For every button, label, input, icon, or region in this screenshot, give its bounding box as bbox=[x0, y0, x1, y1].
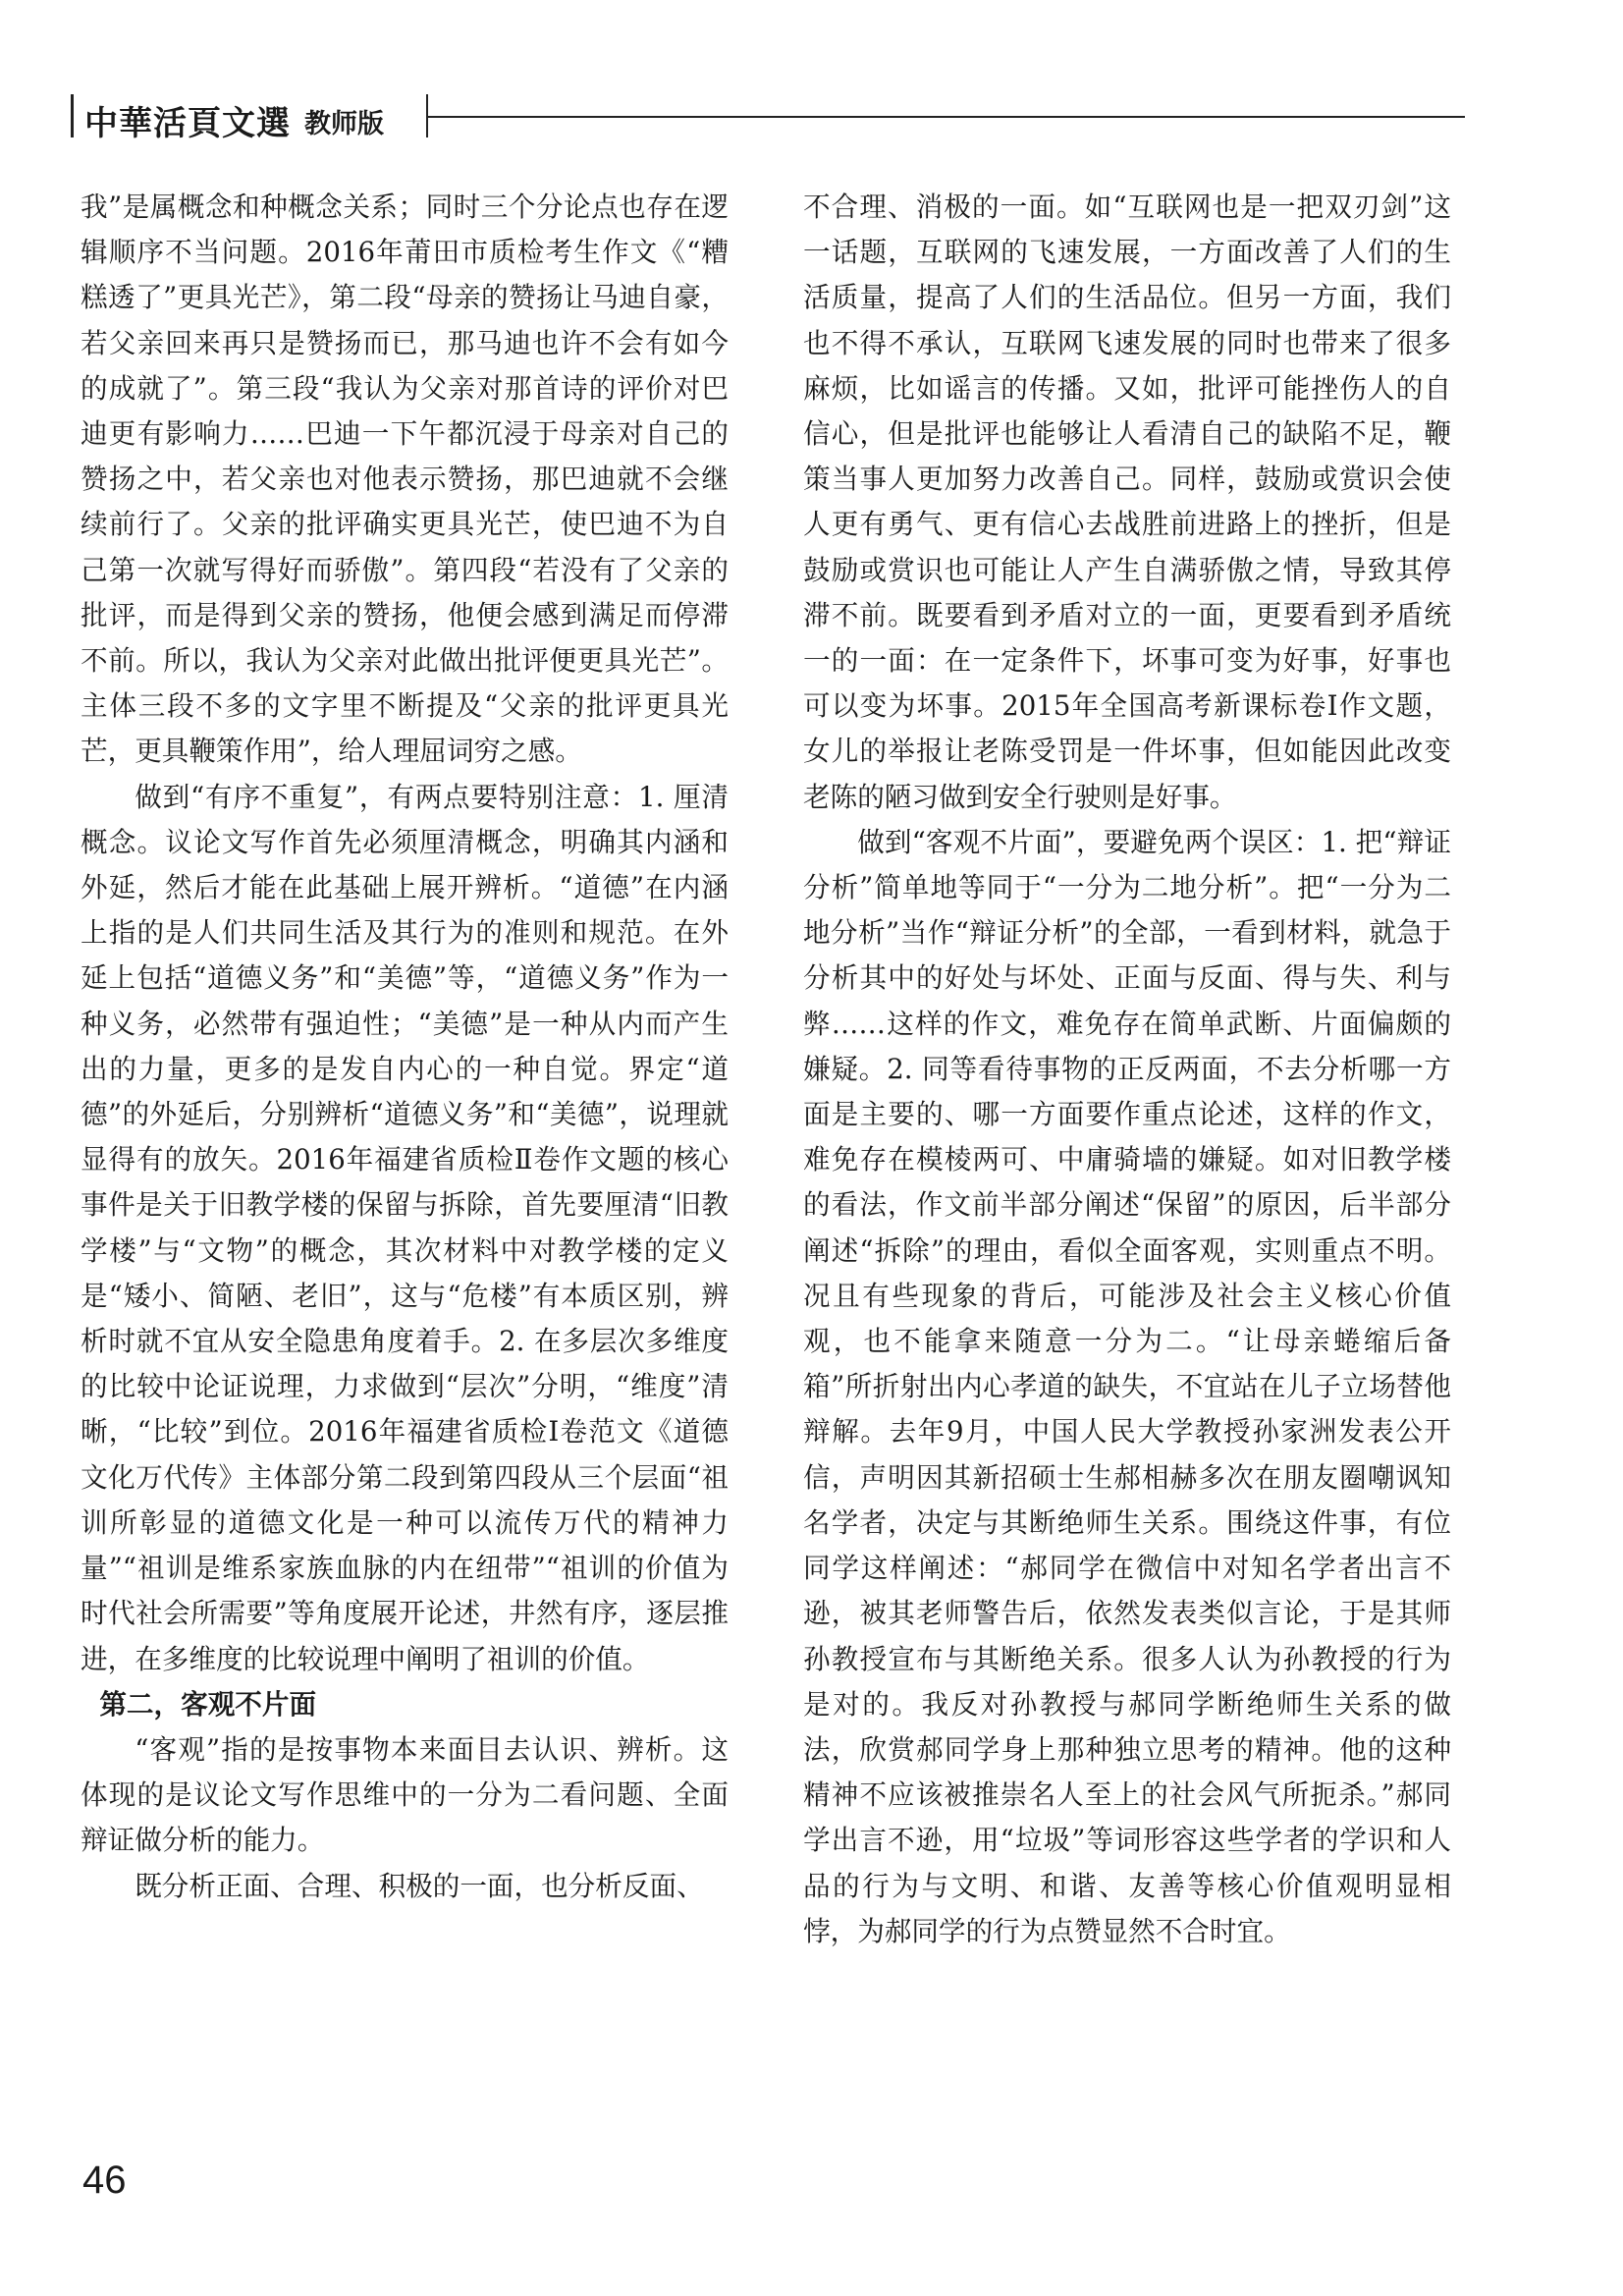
paragraph: 我”是属概念和种概念关系；同时三个分论点也存在逻辑顺序不当问题。2016年莆田市质检考生作文《“糟糕透了”更具光芒》，第二段“母亲的赞扬让马迪自豪，若父亲回来再只是赞扬而已，那马迪也许不会有如今的成就了”。第三段“我认为父亲对那首诗的评价对巴迪更有影响力……巴迪一下午都沉浸于母亲对自己的赞扬之中，若父亲也对他表示赞扬，那巴迪就不会继续前行了。父亲的批评确实更具光芒，使巴迪不为自己第一次就写得好而骄傲”。第四段“若没有了父亲的批评，而是得到父亲的赞扬，他便会感到满足而停滞不前。所以，我认为父亲对此做出批评便更具光芒”。主体三段不多的文字里不断提及“父亲的批评更具光芒，更具鞭策作用”，给人理屈词穷之感。 bbox=[81, 191, 729, 768]
header-rule bbox=[428, 116, 1465, 118]
paragraph: “客观”指的是按事物本来面目去认识、辨析。这体现的是议论文写作思维中的一分为二看问题、全面辩证做分析的能力。 bbox=[81, 1732, 729, 1857]
section-heading: 第二，客观不片面 bbox=[99, 1687, 317, 1721]
paragraph: 不合理、消极的一面。如“互联网也是一把双刃剑”这一话题，互联网的飞速发展，一方面改善了人们的生活质量，提高了人们的生活品位。但另一方面，我们也不得不承认，互联网飞速发展的同时也带来了很多麻烦，比如谣言的传播。又如，批评可能挫伤人的自信心，但是批评也能够让人看清自己的缺陷不足，鞭策当事人更加努力改善自己。同样，鼓励或赏识会使人更有勇气、更有信心去战胜前进路上的挫折，但是鼓励或赏识也可能让人产生自满骄傲之情，导致其停滞不前。既要看到矛盾对立的一面，更要看到矛盾统一的一面：在一定条件下，坏事可变为好事，好事也可以变为坏事。2015年全国高考新课标卷Ⅰ作文题，女儿的举报让老陈受罚是一件坏事，但如能因此改变老陈的陋习做到安全行驶则是好事。 bbox=[803, 191, 1451, 813]
page-number: 46 bbox=[82, 2159, 127, 2202]
header-divider-left bbox=[71, 94, 74, 137]
paragraph: 做到“有序不重复”，有两点要特别注意：1. 厘清概念。议论文写作首先必须厘清概念，明确其内涵和外延，然后才能在此基础上展开辨析。“道德”在内涵上指的是人们共同生活及其行为的准则和规范。在外延上包括“道德义务”和“美德”等，“道德义务”作为一种义务，必然带有强迫性；“美德”是一种从内而产生出的力量，更多的是发自内心的一种自觉。界定“道德”的外延后，分别辨析“道德义务”和“美德”，说理就显得有的放矢。2016年福建省质检Ⅱ卷作文题的核心事件是关于旧教学楼的保留与拆除，首先要厘清“旧教学楼”与“文物”的概念，其次材料中对教学楼的定义是“矮小、简陋、老旧”，这与“危楼”有本质区别，辨析时就不宜从安全隐患角度着手。2. 在多层次多维度的比较中论证说理，力求做到“层次”分明，“维度”清晰，“比较”到位。2016年福建省质检Ⅰ卷范文《道德文化万代传》主体部分第二段到第四段从三个层面“祖训所彰显的道德文化是一种可以流传万代的精神力量”“祖训是维系家族血脉的内在纽带”“祖训的价值为时代社会所需要”等角度展开论述，井然有序，逐层推进，在多维度的比较说理中阐明了祖训的价值。 bbox=[81, 780, 729, 1675]
running-header bbox=[71, 90, 1465, 143]
journal-title-logo: 中華活頁文選 bbox=[84, 104, 291, 143]
paragraph: 做到“客观不片面”，要避免两个误区：1. 把“辩证分析”简单地等同于“一分为二地分析”。把“一分为二地分析”当作“辩证分析”的全部，一看到材料，就急于分析其中的好处与坏处、正面与反面、得与失、利与弊……这样的作文，难免存在简单武断、片面偏颇的嫌疑。2. 同等看待事物的正反两面，不去分析哪一方面是主要的、哪一方面要作重点论述，这样的作文，难免存在模棱两可、中庸骑墙的嫌疑。如对旧教学楼的看法，作文前半部分阐述“保留”的原因，后半部分阐述“拆除”的理由，看似全面客观，实则重点不明。况且有些现象的背后，可能涉及社会主义核心价值观，也不能拿来随意一分为二。“让母亲蜷缩后备箱”所折射出内心孝道的缺失，不宜站在儿子立场替他辩解。去年9月，中国人民大学教授孙家洲发表公开信，声明因其新招硕士生郝相赫多次在朋友圈嘲讽知名学者，决定与其断绝师生关系。围绕这件事，有位同学这样阐述：“郝同学在微信中对知名学者出言不逊，被其老师警告后，依然发表类似言论，于是其师孙教授宣布与其断绝关系。很多人认为孙教授的行为是对的。我反对孙教授与郝同学断绝师生关系的做法，欣赏郝同学身上那种独立思考的精神。他的这种精神不应该被推崇名人至上的社会风气所扼杀。”郝同学出言不逊，用“垃圾”等词形容这些学者的学识和人品的行为与文明、和谐、友善等核心价值观明显相悖，为郝同学的行为点赞显然不合时宜。 bbox=[803, 825, 1451, 1947]
left-column bbox=[81, 185, 729, 1909]
edition-label: 教师版 bbox=[304, 109, 384, 139]
paragraph: 既分析正面、合理、积极的一面，也分析反面、 bbox=[135, 1869, 704, 1902]
right-column bbox=[803, 185, 1451, 1954]
